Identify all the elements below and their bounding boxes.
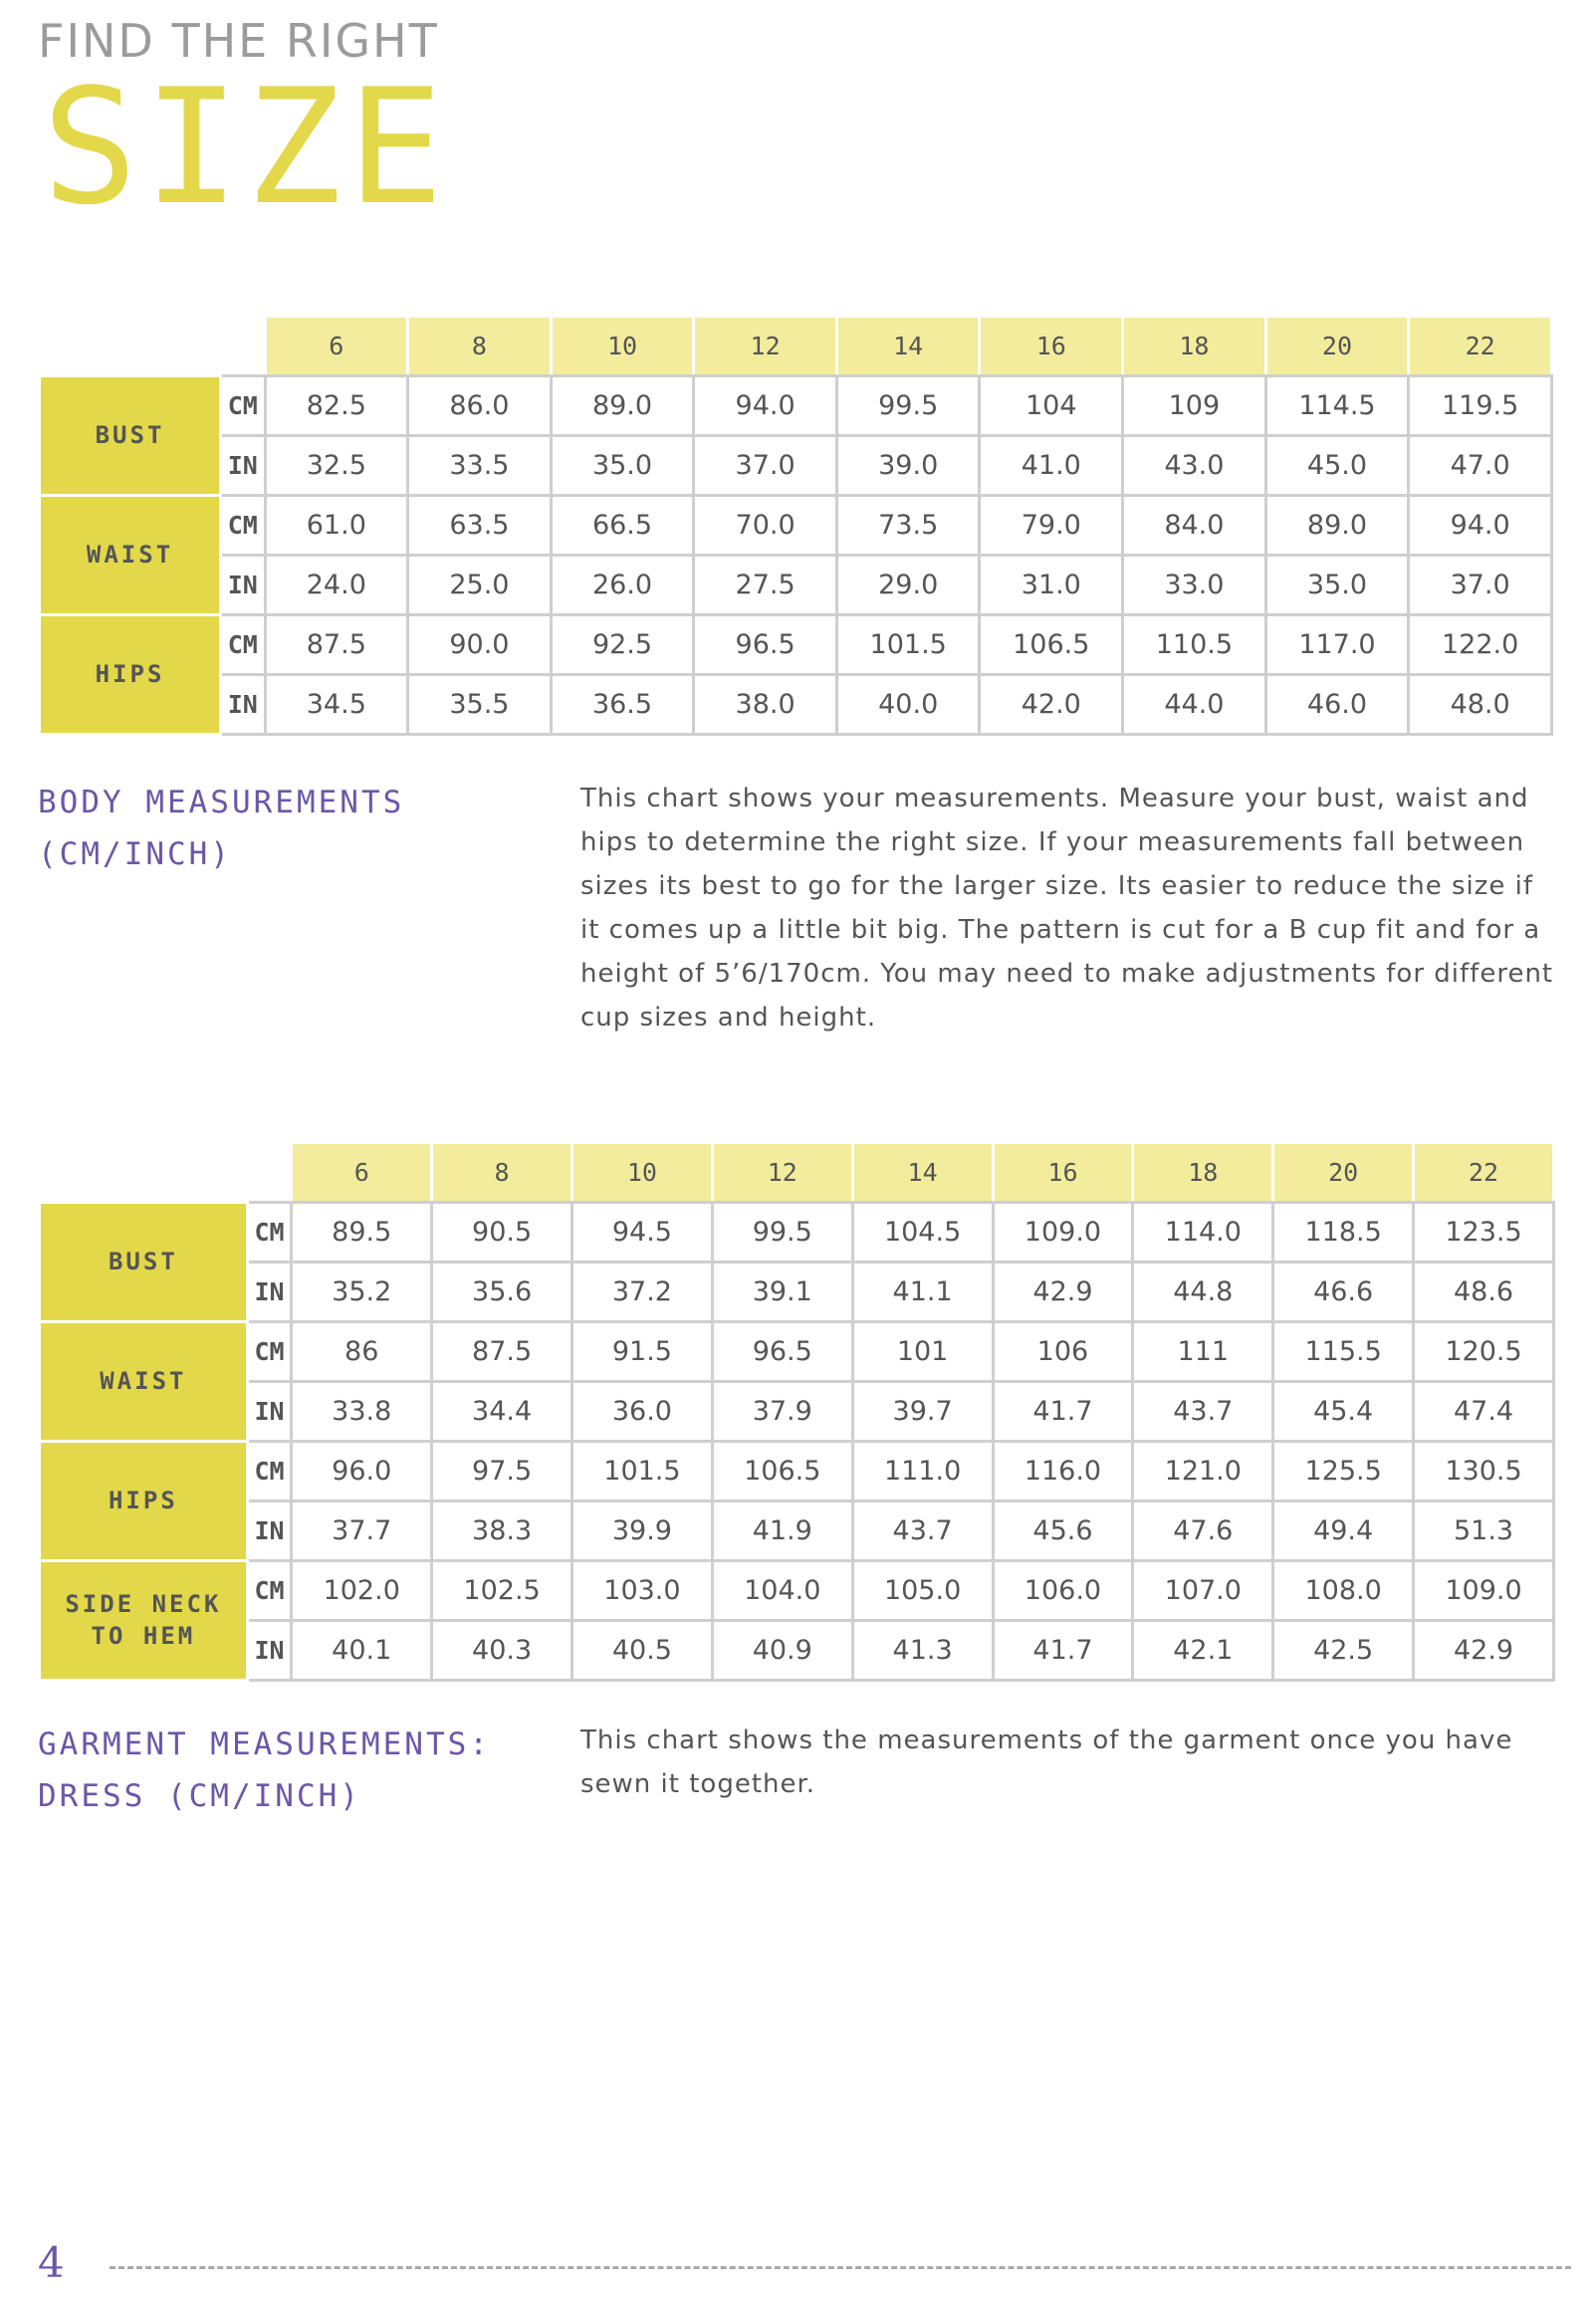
measurement-value: 90.5 [432,1203,572,1263]
garment-measurements-label-line2: DRESS (CM/INCH) [38,1778,361,1814]
measurement-value: 79.0 [980,496,1123,556]
size-header: 20 [1273,1143,1414,1203]
measurement-name: BUST [40,1203,248,1322]
measurement-value: 38.0 [694,675,837,735]
measurement-row-cm [40,1561,1554,1621]
measurement-value: 111 [1133,1322,1273,1382]
size-header: 12 [694,317,837,376]
measurement-value: 106.5 [712,1442,852,1501]
measurement-value: 99.5 [836,376,980,436]
size-header: 18 [1133,1143,1273,1203]
measurement-row-in [40,556,1552,615]
measurement-value: 118.5 [1273,1203,1414,1263]
measurement-value: 47.6 [1133,1501,1273,1561]
measurement-value: 41.9 [712,1501,852,1561]
measurement-value: 61.0 [265,496,408,556]
measurement-value: 102.5 [432,1561,572,1621]
measurement-value: 39.0 [836,436,980,496]
measurement-value: 32.5 [265,436,408,496]
measurement-value: 35.0 [551,436,694,496]
measurement-value: 41.1 [852,1263,993,1322]
measurement-value: 48.0 [1409,675,1552,735]
measurement-value: 114.0 [1133,1203,1273,1263]
measurement-row-in [40,1621,1554,1681]
measurement-value: 70.0 [694,496,837,556]
measurement-value: 106 [993,1322,1133,1382]
garment-measurements-table [38,1141,1555,1682]
unit-label: CM [247,1322,292,1382]
measurement-value: 34.4 [432,1382,572,1442]
measurement-value: 90.0 [408,615,552,675]
page-number: 4 [38,2238,65,2287]
measurement-value: 25.0 [408,556,552,615]
measurement-name: WAIST [40,1322,248,1442]
measurement-value: 27.5 [694,556,837,615]
size-header: 12 [712,1143,852,1203]
measurement-value: 104 [980,376,1123,436]
body-measurements-label [38,777,404,880]
measurement-value: 29.0 [836,556,980,615]
measurement-name: BUST [40,376,221,496]
measurement-value: 41.0 [980,436,1123,496]
header-spacer [221,317,265,376]
measurement-value: 45.0 [1265,436,1409,496]
size-header: 8 [408,317,552,376]
measurement-value: 38.3 [432,1501,572,1561]
measurement-value: 37.9 [712,1382,852,1442]
measurement-value: 114.5 [1265,376,1409,436]
measurement-row-in [40,1382,1554,1442]
measurement-value: 36.5 [551,675,694,735]
garment-measurements-label-line1: GARMENT MEASUREMENTS: [38,1727,491,1762]
size-header: 16 [993,1143,1133,1203]
measurement-value: 34.5 [265,675,408,735]
measurement-value: 24.0 [265,556,408,615]
unit-label: IN [221,556,265,615]
measurement-name: HIPS [40,615,221,735]
measurement-value: 96.5 [712,1322,852,1382]
header-spacer [40,317,221,376]
measurement-value: 89.0 [551,376,694,436]
measurement-row-in [40,675,1552,735]
measurement-value: 106.0 [993,1561,1133,1621]
measurement-value: 103.0 [572,1561,713,1621]
size-header: 22 [1409,317,1552,376]
measurement-value: 42.9 [1414,1621,1554,1681]
measurement-value: 47.4 [1414,1382,1554,1442]
measurement-value: 94.5 [572,1203,713,1263]
measurement-value: 108.0 [1273,1561,1414,1621]
measurement-value: 45.6 [993,1501,1133,1561]
page-title: SIZE [42,54,450,240]
measurement-value: 42.1 [1133,1621,1273,1681]
measurement-name: WAIST [40,496,221,615]
measurement-value: 125.5 [1273,1442,1414,1501]
measurement-value: 35.0 [1265,556,1409,615]
measurement-value: 39.9 [572,1501,713,1561]
size-header: 10 [572,1143,713,1203]
measurement-row-in [40,1263,1554,1322]
measurement-value: 46.0 [1265,675,1409,735]
measurement-value: 33.0 [1123,556,1266,615]
body-measurements-label-line1: BODY MEASUREMENTS [38,785,405,820]
measurement-value: 40.3 [432,1621,572,1681]
measurement-value: 37.2 [572,1263,713,1322]
measurement-value: 33.5 [408,436,552,496]
measurement-value: 86.0 [408,376,552,436]
measurement-value: 42.5 [1273,1621,1414,1681]
measurement-value: 96.0 [292,1442,432,1501]
measurement-value: 36.0 [572,1382,713,1442]
page-divider [110,2266,1571,2269]
measurement-value: 43.7 [852,1501,993,1561]
measurement-value: 42.0 [980,675,1123,735]
measurement-value: 96.5 [694,615,837,675]
measurement-value: 94.0 [1409,496,1552,556]
measurement-value: 35.5 [408,675,552,735]
size-header: 14 [836,317,980,376]
unit-label: IN [247,1382,292,1442]
measurement-value: 45.4 [1273,1382,1414,1442]
unit-label: CM [247,1442,292,1501]
measurement-value: 87.5 [265,615,408,675]
measurement-value: 44.0 [1123,675,1266,735]
size-header-row [40,317,1552,376]
measurement-name: SIDE NECK TO HEM [40,1561,248,1681]
measurement-value: 33.8 [292,1382,432,1442]
measurement-value: 41.7 [993,1621,1133,1681]
measurement-value: 120.5 [1414,1322,1554,1382]
measurement-value: 104.0 [712,1561,852,1621]
measurement-value: 66.5 [551,496,694,556]
unit-label: CM [247,1203,292,1263]
size-header: 6 [292,1143,432,1203]
measurement-value: 48.6 [1414,1263,1554,1322]
measurement-value: 86 [292,1322,432,1382]
unit-label: IN [221,436,265,496]
garment-measurements-description: This chart shows the measurements of the garment once you have sewn it together. [580,1726,1513,1799]
measurement-value: 37.0 [1409,556,1552,615]
measurement-value: 63.5 [408,496,552,556]
body-measurements-description: This chart shows your measurements. Measure your bust, waist and hips to determine the right size. If your measurements fall between sizes its best to go for the larger size. Its easier to reduce the size if it comes up a little bit big. The pattern is cut for a B cup fit and for a height of 5’6/170cm. You may need to make adjustments for different cup sizes and height. [580,784,1554,1033]
measurement-value: 40.1 [292,1621,432,1681]
measurement-name: HIPS [40,1442,248,1561]
measurement-value: 46.6 [1273,1263,1414,1322]
measurement-row-cm [40,1322,1554,1382]
size-header: 20 [1265,317,1409,376]
measurement-value: 109.0 [993,1203,1133,1263]
measurement-value: 49.4 [1273,1501,1414,1561]
unit-label: IN [247,1501,292,1561]
measurement-value: 89.5 [292,1203,432,1263]
measurement-value: 105.0 [852,1561,993,1621]
unit-label: IN [247,1621,292,1681]
measurement-value: 102.0 [292,1561,432,1621]
size-header: 16 [980,317,1123,376]
garment-measurements-label [38,1719,491,1822]
measurement-value: 39.1 [712,1263,852,1322]
unit-label: CM [247,1561,292,1621]
measurement-value: 97.5 [432,1442,572,1501]
pre-title: FIND THE RIGHT [38,14,439,68]
measurement-value: 115.5 [1273,1322,1414,1382]
measurement-value: 40.0 [836,675,980,735]
measurement-value: 107.0 [1133,1561,1273,1621]
unit-label: CM [221,615,265,675]
size-header: 14 [852,1143,993,1203]
size-header: 22 [1414,1143,1554,1203]
body-measurements-table [38,315,1553,736]
size-header: 18 [1123,317,1266,376]
measurement-value: 119.5 [1409,376,1552,436]
measurement-value: 40.5 [572,1621,713,1681]
measurement-value: 111.0 [852,1442,993,1501]
measurement-value: 41.7 [993,1382,1133,1442]
measurement-value: 92.5 [551,615,694,675]
measurement-value: 35.6 [432,1263,572,1322]
unit-label: IN [247,1263,292,1322]
measurement-row-cm [40,1203,1554,1263]
measurement-value: 26.0 [551,556,694,615]
measurement-value: 73.5 [836,496,980,556]
measurement-value: 101 [852,1322,993,1382]
measurement-value: 44.8 [1133,1263,1273,1322]
measurement-row-cm [40,496,1552,556]
body-measurements-label-line2: (CM/INCH) [38,836,232,872]
measurement-value: 106.5 [980,615,1123,675]
size-header: 8 [432,1143,572,1203]
measurement-value: 82.5 [265,376,408,436]
measurement-value: 41.3 [852,1621,993,1681]
unit-label: CM [221,496,265,556]
measurement-row-cm [40,376,1552,436]
measurement-value: 43.7 [1133,1382,1273,1442]
measurement-row-in [40,436,1552,496]
header-spacer [40,1143,248,1203]
size-header: 10 [551,317,694,376]
measurement-value: 101.5 [572,1442,713,1501]
measurement-value: 37.7 [292,1501,432,1561]
measurement-row-in [40,1501,1554,1561]
measurement-value: 43.0 [1123,436,1266,496]
measurement-value: 47.0 [1409,436,1552,496]
measurement-value: 109 [1123,376,1266,436]
measurement-value: 51.3 [1414,1501,1554,1561]
measurement-value: 37.0 [694,436,837,496]
measurement-value: 104.5 [852,1203,993,1263]
measurement-value: 84.0 [1123,496,1266,556]
measurement-value: 110.5 [1123,615,1266,675]
measurement-value: 121.0 [1133,1442,1273,1501]
header-spacer [247,1143,292,1203]
measurement-value: 94.0 [694,376,837,436]
measurement-value: 99.5 [712,1203,852,1263]
size-header: 6 [265,317,408,376]
size-header-row [40,1143,1554,1203]
measurement-value: 87.5 [432,1322,572,1382]
measurement-value: 40.9 [712,1621,852,1681]
unit-label: CM [221,376,265,436]
measurement-value: 130.5 [1414,1442,1554,1501]
measurement-value: 101.5 [836,615,980,675]
measurement-value: 91.5 [572,1322,713,1382]
measurement-value: 123.5 [1414,1203,1554,1263]
measurement-value: 39.7 [852,1382,993,1442]
measurement-row-cm [40,615,1552,675]
measurement-value: 109.0 [1414,1561,1554,1621]
measurement-value: 42.9 [993,1263,1133,1322]
measurement-value: 89.0 [1265,496,1409,556]
measurement-value: 117.0 [1265,615,1409,675]
measurement-row-cm [40,1442,1554,1501]
measurement-value: 122.0 [1409,615,1552,675]
unit-label: IN [221,675,265,735]
measurement-value: 31.0 [980,556,1123,615]
measurement-value: 116.0 [993,1442,1133,1501]
measurement-value: 35.2 [292,1263,432,1322]
